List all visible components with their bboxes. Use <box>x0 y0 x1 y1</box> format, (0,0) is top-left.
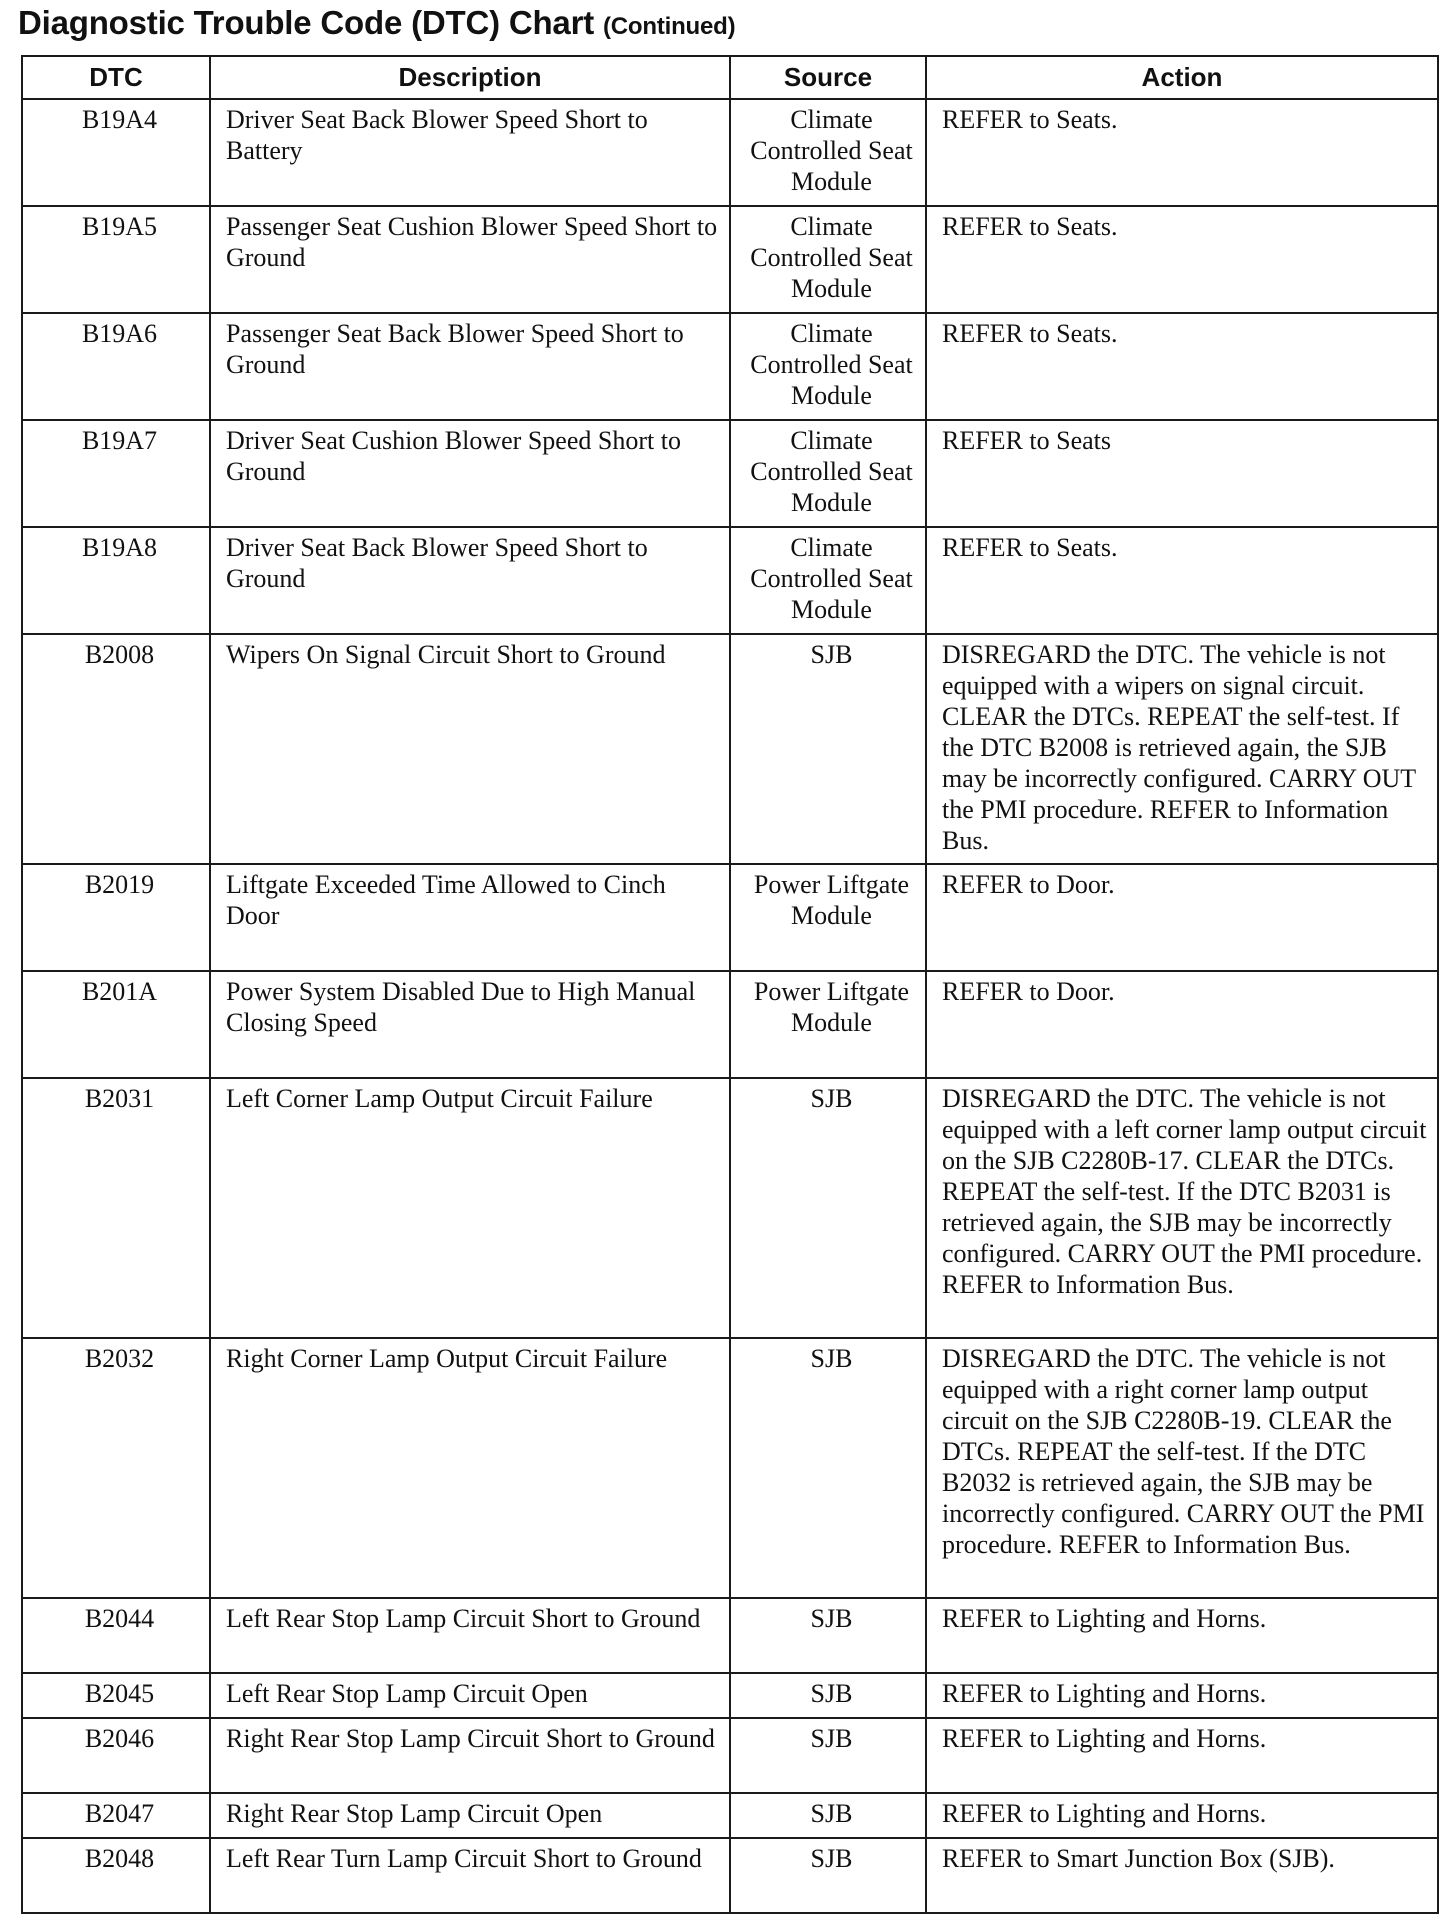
table-row <box>22 1673 1438 1718</box>
dtc-source: SJB <box>730 1338 926 1598</box>
dtc-description: Liftgate Exceeded Time Allowed to Cinch Door <box>210 864 730 971</box>
dtc-code: B2031 <box>22 1078 210 1338</box>
dtc-action: REFER to Lighting and Horns. <box>926 1718 1438 1793</box>
dtc-source: SJB <box>730 1838 926 1913</box>
dtc-source: Climate Controlled Seat Module <box>730 99 926 206</box>
dtc-description: Right Rear Stop Lamp Circuit Open <box>210 1793 730 1838</box>
dtc-code: B2008 <box>22 634 210 864</box>
dtc-code: B2019 <box>22 864 210 971</box>
table-row <box>22 1793 1438 1838</box>
dtc-action: DISREGARD the DTC. The vehicle is not equipped with a wipers on signal circuit. CLEAR the DTCs. REPEAT the self-test. If the DTC B2008 is retrieved again, the SJB may be incorrectly configured. CARRY OUT the PMI procedure. REFER to Information Bus. <box>926 634 1438 864</box>
table-row <box>22 1078 1438 1338</box>
header-action: Action <box>926 56 1438 99</box>
dtc-source: Power Liftgate Module <box>730 971 926 1078</box>
dtc-action: DISREGARD the DTC. The vehicle is not equipped with a right corner lamp output circuit on the SJB C2280B-19. CLEAR the DTCs. REPEAT the self-test. If the DTC B2032 is retrieved again, the SJB may be incorrectly configured. CARRY OUT the PMI procedure. REFER to Information Bus. <box>926 1338 1438 1598</box>
header-description: Description <box>210 56 730 99</box>
dtc-action: REFER to Seats. <box>926 99 1438 206</box>
dtc-description: Passenger Seat Cushion Blower Speed Short to Ground <box>210 206 730 313</box>
table-row <box>22 864 1438 971</box>
dtc-code: B2045 <box>22 1673 210 1718</box>
dtc-description: Left Rear Turn Lamp Circuit Short to Ground <box>210 1838 730 1913</box>
dtc-action: REFER to Smart Junction Box (SJB). <box>926 1838 1438 1913</box>
dtc-code: B2048 <box>22 1838 210 1913</box>
title-suffix: (Continued) <box>602 13 736 40</box>
dtc-source: SJB <box>730 1598 926 1673</box>
dtc-code: B2044 <box>22 1598 210 1673</box>
dtc-code: B19A5 <box>22 206 210 313</box>
table-row <box>22 634 1438 864</box>
dtc-description: Wipers On Signal Circuit Short to Ground <box>210 634 730 864</box>
dtc-description: Passenger Seat Back Blower Speed Short to Ground <box>210 313 730 420</box>
table-row <box>22 313 1438 420</box>
dtc-action: REFER to Door. <box>926 864 1438 971</box>
header-row <box>22 56 1438 99</box>
dtc-source: Climate Controlled Seat Module <box>730 206 926 313</box>
dtc-action: REFER to Lighting and Horns. <box>926 1598 1438 1673</box>
table-row <box>22 1838 1438 1913</box>
dtc-description: Left Corner Lamp Output Circuit Failure <box>210 1078 730 1338</box>
dtc-description: Left Rear Stop Lamp Circuit Short to Ground <box>210 1598 730 1673</box>
dtc-source: SJB <box>730 1673 926 1718</box>
header-source: Source <box>730 56 926 99</box>
dtc-code: B19A7 <box>22 420 210 527</box>
dtc-source: SJB <box>730 1078 926 1338</box>
table-row <box>22 1598 1438 1673</box>
dtc-action: REFER to Seats <box>926 420 1438 527</box>
dtc-action: REFER to Seats. <box>926 313 1438 420</box>
dtc-source: Power Liftgate Module <box>730 864 926 971</box>
dtc-description: Driver Seat Back Blower Speed Short to Battery <box>210 99 730 206</box>
dtc-description: Right Rear Stop Lamp Circuit Short to Ground <box>210 1718 730 1793</box>
dtc-code: B201A <box>22 971 210 1078</box>
table-row <box>22 1718 1438 1793</box>
dtc-table <box>21 55 1439 1914</box>
dtc-code: B19A8 <box>22 527 210 634</box>
dtc-source: SJB <box>730 1793 926 1838</box>
table-row <box>22 1338 1438 1598</box>
dtc-description: Right Corner Lamp Output Circuit Failure <box>210 1338 730 1598</box>
dtc-description: Driver Seat Back Blower Speed Short to Ground <box>210 527 730 634</box>
table-row <box>22 206 1438 313</box>
dtc-code: B2046 <box>22 1718 210 1793</box>
dtc-action: REFER to Lighting and Horns. <box>926 1673 1438 1718</box>
dtc-description: Left Rear Stop Lamp Circuit Open <box>210 1673 730 1718</box>
dtc-action: DISREGARD the DTC. The vehicle is not equipped with a left corner lamp output circuit on the SJB C2280B-17. CLEAR the DTCs. REPEAT the self-test. If the DTC B2031 is retrieved again, the SJB may be incorrectly configured. CARRY OUT the PMI procedure. REFER to Information Bus. <box>926 1078 1438 1338</box>
table-row <box>22 971 1438 1078</box>
dtc-source: SJB <box>730 634 926 864</box>
dtc-action: REFER to Door. <box>926 971 1438 1078</box>
dtc-code: B19A6 <box>22 313 210 420</box>
dtc-source: SJB <box>730 1718 926 1793</box>
dtc-code: B2032 <box>22 1338 210 1598</box>
title-main: Diagnostic Trouble Code (DTC) Chart <box>18 4 595 41</box>
header-dtc: DTC <box>22 56 210 99</box>
dtc-action: REFER to Seats. <box>926 206 1438 313</box>
table-row <box>22 420 1438 527</box>
table-row <box>22 99 1438 206</box>
table-row <box>22 527 1438 634</box>
dtc-source: Climate Controlled Seat Module <box>730 527 926 634</box>
dtc-source: Climate Controlled Seat Module <box>730 313 926 420</box>
dtc-description: Power System Disabled Due to High Manual Closing Speed <box>210 971 730 1078</box>
dtc-source: Climate Controlled Seat Module <box>730 420 926 527</box>
dtc-action: REFER to Seats. <box>926 527 1438 634</box>
dtc-code: B2047 <box>22 1793 210 1838</box>
page-title <box>18 4 735 42</box>
dtc-code: B19A4 <box>22 99 210 206</box>
dtc-description: Driver Seat Cushion Blower Speed Short to Ground <box>210 420 730 527</box>
dtc-action: REFER to Lighting and Horns. <box>926 1793 1438 1838</box>
